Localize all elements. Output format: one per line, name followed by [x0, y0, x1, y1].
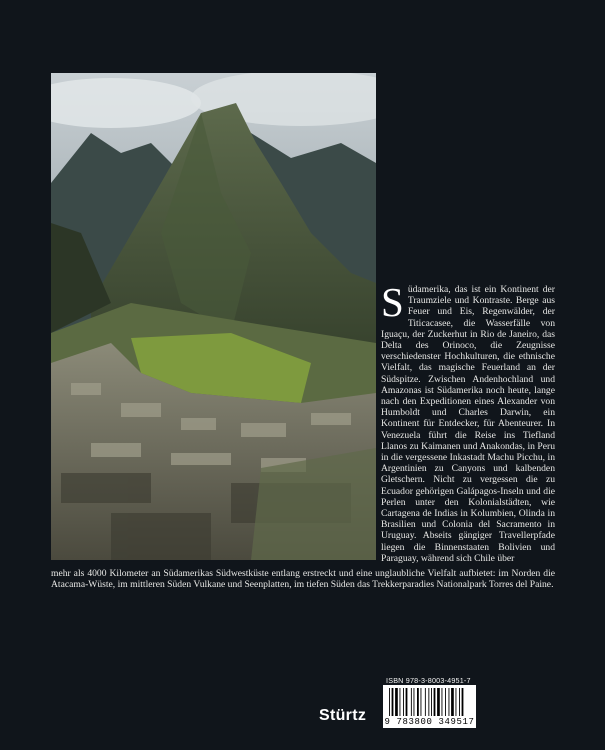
machu-picchu-photo [51, 73, 376, 560]
barcode-bar [434, 688, 436, 716]
cover-photo [51, 73, 376, 560]
barcode-bar [403, 688, 404, 716]
barcode-digits: 9 783800 349517 [384, 717, 475, 727]
barcode-bar [442, 688, 443, 716]
drop-cap: S [381, 279, 404, 325]
barcode-bar [459, 688, 460, 716]
barcode-bar [425, 688, 426, 716]
barcode-bar [431, 688, 432, 716]
barcode-bar [456, 688, 457, 716]
barcode-bar [400, 688, 401, 716]
barcode-bar [437, 688, 440, 716]
barcode [383, 685, 476, 728]
barcode-bar [411, 688, 412, 716]
barcode-bar [406, 688, 408, 716]
description-continued: mehr als 4000 Kilometer an Südamerikas Südwestküste entlang erstreckt und eine unglaubliche Vielfalt aufbietet: im Norden die Atacama-Wüste, im mittleren Süden Vulkane und Seenplatten, im tiefen Süden das Trekkerparadies Nationalpark Torres del Paine. [51, 568, 555, 591]
barcode-bar [449, 688, 450, 716]
barcode-bar [414, 688, 415, 716]
description-narrow: üdamerika, das ist ein Kontinent der Traumziele und Kontraste. Berge aus Feuer und Eis, Regenwälder, der Titicacasee, die Wasserfälle von Iguaçu, der Zuckerhut in Rio de Janeiro, das Delta des Orinoco, die Zeugnisse verschiedenster Hochkulturen, die ethnische Vielfalt, das magische Feuerland an der Südspitze. Zwischen Andenhochland und Amazonas ist Südamerika noch heute, lange nach den Expeditionen eines Alexander von Humboldt und Charles Darwin, ein Kontinent für Entdecker, für Abenteurer. In Venezuela führt die Reise ins Tiefland Llanos zu Kaimanen und Anakondas, in Peru in die vergessene Inkastadt Machu Picchu, in Argentinien zu Canyons und kalbenden Gletschern. Nicht zu vergessen die zu Ecuador gehörigen Galápagos-Inseln und die Perlen unter den Kolonialstädten, wie Cartagena de Indias in Kolumbien, Olinda in Brasilien und Colonia del Sacramento in Uruguay. Abseits gängiger Travellerpfade liegen die Binnenstaaten Bolivien und Paraguay, während sich Chile über [381, 284, 555, 564]
barcode-bar [392, 688, 394, 716]
barcode-bar [395, 688, 398, 716]
barcode-bars [383, 685, 476, 718]
barcode-bar [451, 688, 454, 716]
barcode-bar [421, 688, 422, 716]
barcode-bar [428, 688, 429, 716]
description-text [381, 279, 555, 564]
barcode-bar [445, 688, 446, 716]
barcode-bar [389, 688, 390, 716]
barcode-bar [417, 688, 419, 716]
publisher-logo: Stürtz [319, 707, 367, 724]
barcode-bar [462, 688, 464, 716]
isbn-label: ISBN 978-3-8003-4951-7 [386, 676, 471, 685]
